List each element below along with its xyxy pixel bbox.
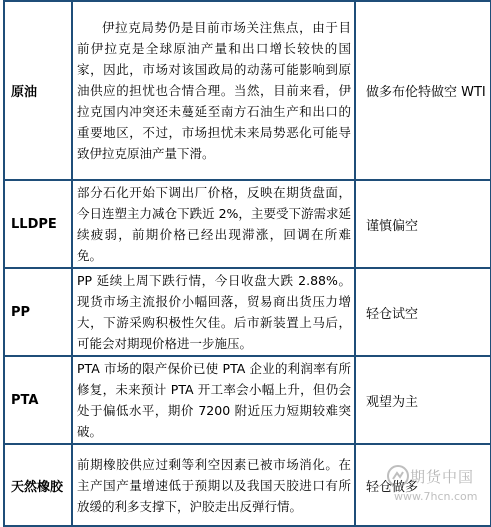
strategy-advice: 观望为主 — [355, 356, 491, 444]
analysis-text: PP 延续上周下跌行情，今日收盘大跌 2.88%。现货市场主流报价小幅回落，贸易商出货压力增大，下游采购积极性欠佳。后市新装置上马后，可能会对期现价格进一步施压。 — [72, 268, 355, 356]
strategy-advice: 谨慎偏空 — [355, 180, 491, 268]
analysis-text: 部分石化开始下调出厂价格，反映在期货盘面，今日连塑主力减仓下跌近 2%，主要受下游需求延续疲弱，前期价格已经出现滞涨，回调在所难免。 — [72, 180, 355, 268]
table-row — [4, 356, 491, 444]
analysis-text: PTA 市场的限产保价已使 PTA 企业的利润率有所修复，未来预计 PTA 开工率会小幅上升，但仍会处于偏低水平，期价 7200 附近压力短期较难突破。 — [72, 356, 355, 444]
table-row — [4, 444, 491, 526]
commodity-name: PP — [4, 268, 72, 356]
strategy-advice: 轻仓试空 — [355, 268, 491, 356]
watermark-url: www.7hcn.com — [394, 490, 478, 503]
analysis-text: 伊拉克局势仍是目前市场关注焦点，由于目前伊拉克是全球原油产量和出口增长较快的国家，因此，市场对该国政局的动荡可能影响到原油供应的担忧也合情合理。当然，目前来看，伊拉克国内冲突还未蔓延至南方石油生产和出口的重要地区，不过，市场担忧未来局势恶化可能导致伊拉克原油产量下滑。 — [72, 1, 355, 180]
commodity-analysis-table — [3, 0, 491, 527]
table-row — [4, 1, 491, 180]
strategy-advice: 轻仓做多 — [355, 444, 491, 526]
commodity-name: 原油 — [4, 1, 72, 180]
table-row — [4, 180, 491, 268]
strategy-advice: 做多布伦特做空 WTI — [355, 1, 491, 180]
commodity-name: LLDPE — [4, 180, 72, 268]
analysis-text: 前期橡胶供应过剩等利空因素已被市场消化。在主产国产量增速低于预期以及我国天胶进口有所放缓的利多支撑下，沪胶走出反弹行情。 — [72, 444, 355, 526]
commodity-name: 天然橡胶 — [4, 444, 72, 526]
commodity-name: PTA — [4, 356, 72, 444]
table-row — [4, 268, 491, 356]
watermark-name: 期货中国 — [410, 468, 475, 486]
